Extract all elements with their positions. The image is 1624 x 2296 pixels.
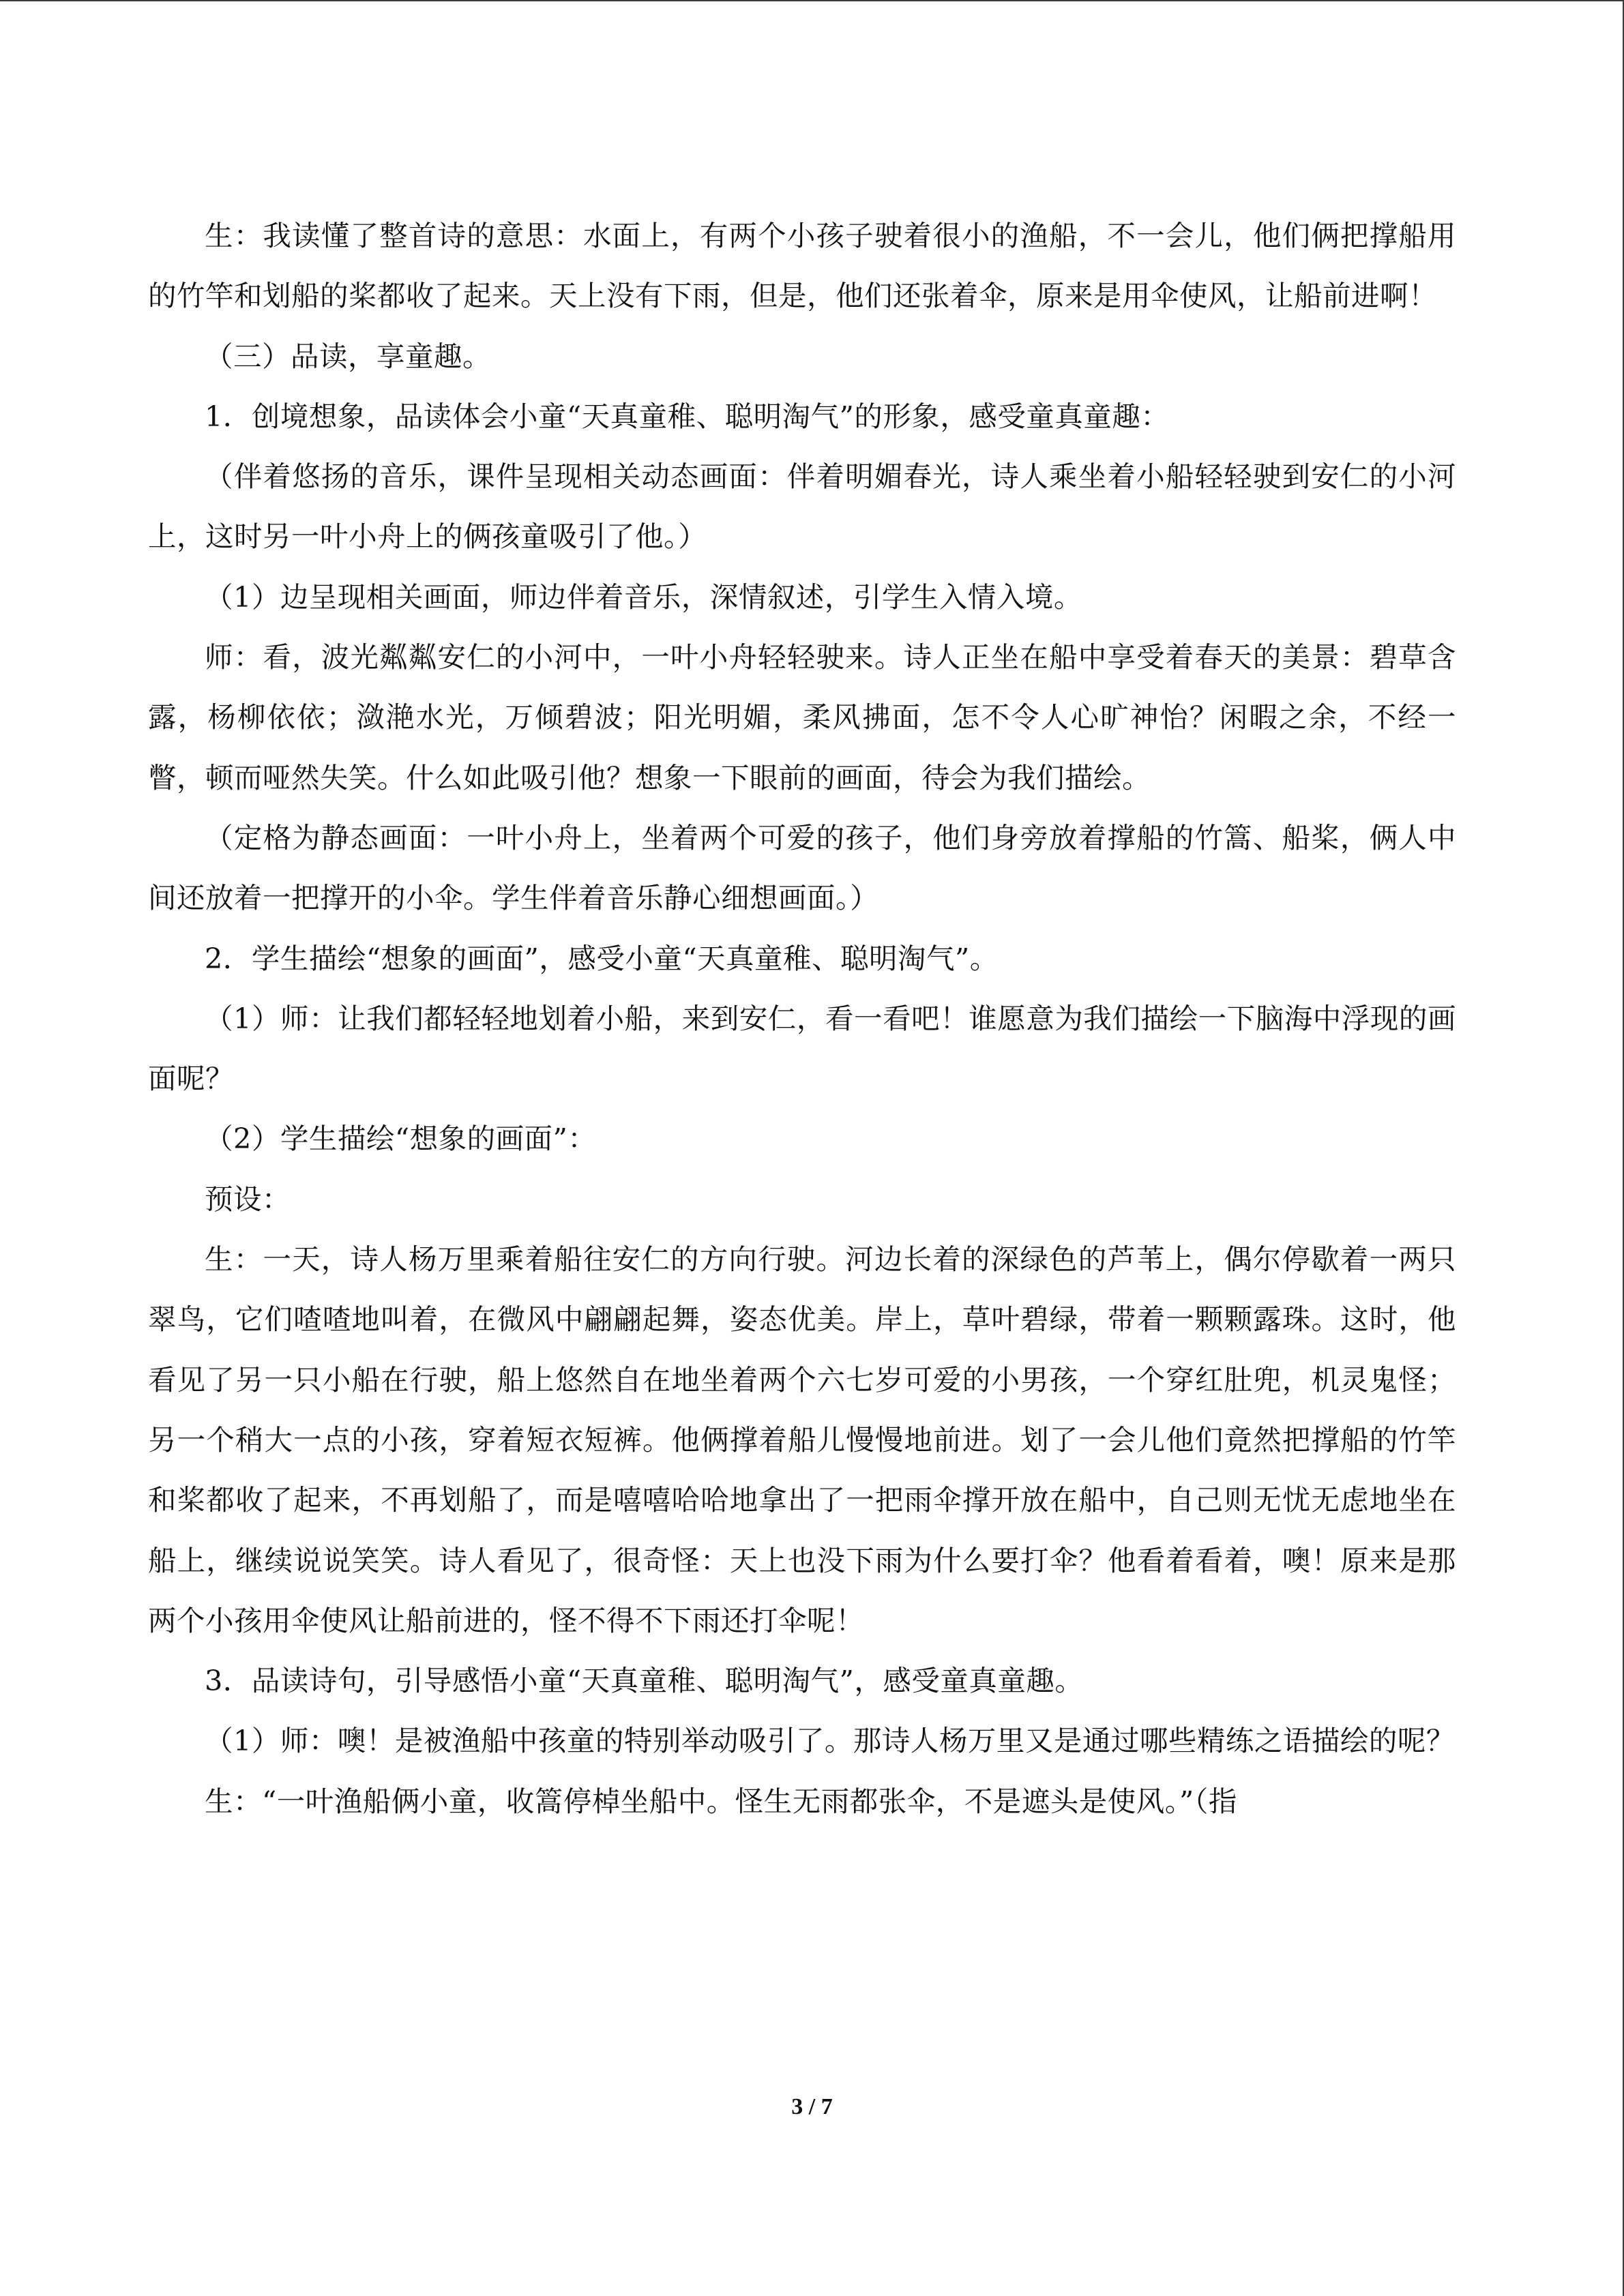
paragraph-teacher-question: （1）师：噢！是被渔船中孩童的特别举动吸引了。那诗人杨万里又是通过哪些精练之语描绘的呢？	[205, 1724, 1455, 1758]
paragraph-step-3: 3．品读诗句，引导感悟小童“天真童稚、聪明淘气”，感受童真童趣。	[205, 1664, 1084, 1698]
paragraph-section-heading: （三）品读，享童趣。	[205, 339, 492, 373]
paragraph-step-1: 1．创境想象，品读体会小童“天真童稚、聪明淘气”的形象，感受童真童趣：	[205, 399, 1170, 433]
paragraph-static-scene-note: （定格为静态画面：一叶小舟上，坐着两个可爱的孩子，他们身旁放着撑船的竹篙、船桨，俩人中间还放着一把撑开的小伞。学生伴着音乐静心细想画面。）	[148, 820, 1456, 915]
paragraph-preset-label: 预设：	[205, 1182, 291, 1216]
paragraph-teacher-narration: 师：看，波光粼粼安仁的小河中，一叶小舟轻轻驶来。诗人正坐在船中享受着春天的美景：碧草含露，杨柳依依；潋滟水光，万倾碧波；阳光明媚，柔风拂面，怎不令人心旷神怡？闲暇之余，不经一瞥，顿而哑然失笑。什么如此吸引他？想象一下眼前的画面，待会为我们描绘。	[148, 640, 1456, 794]
paragraph-substep-2: （2）学生描绘“想象的画面”：	[205, 1122, 597, 1156]
document-body	[148, 206, 1456, 1832]
paragraph-teacher-prompt: （1）师：让我们都轻轻地划着小船，来到安仁，看一看吧！谁愿意为我们描绘一下脑海中浮现的画面呢？	[148, 1001, 1456, 1096]
paragraph-student-understanding: 生：我读懂了整首诗的意思：水面上，有两个小孩子驶着很小的渔船，不一会儿，他们俩把撑船用的竹竿和划船的桨都收了起来。天上没有下雨，但是，他们还张着伞，原来是用伞使风，让船前进啊！	[148, 219, 1456, 313]
paragraph-courseware-note: （伴着悠扬的音乐，课件呈现相关动态画面：伴着明媚春光，诗人乘坐着小船轻轻驶到安仁的小河上，这时另一叶小舟上的俩孩童吸引了他。）	[148, 460, 1456, 554]
paragraph-step-2: 2．学生描绘“想象的画面”，感受小童“天真童稚、聪明淘气”。	[205, 941, 999, 975]
paragraph-student-poem-quote: 生：“一叶渔船俩小童，收篙停棹坐船中。怪生无雨都张伞，不是遮头是使风。”（指	[205, 1784, 1237, 1818]
paragraph-student-description: 生：一天，诗人杨万里乘着船往安仁的方向行驶。河边长着的深绿色的芦苇上，偶尔停歇着一两只翠鸟，它们喳喳地叫着，在微风中翩翩起舞，姿态优美。岸上，草叶碧绿，带着一颗颗露珠。这时，他看见了另一只小船在行驶，船上悠然自在地坐着两个六七岁可爱的小男孩，一个穿红肚兜，机灵鬼怪；另一个稍大一点的小孩，穿着短衣短裤。他俩撑着船儿慢慢地前进。划了一会儿他们竟然把撑船的竹竿和桨都收了起来，不再划船了，而是嘻嘻哈哈地拿出了一把雨伞撑开放在船中，自己则无忧无虑地坐在船上，继续说说笑笑。诗人看见了，很奇怪：天上也没下雨为什么要打伞？他看着看着，噢！原来是那两个小孩用伞使风让船前进的，怪不得不下雨还打伞呢！	[148, 1242, 1456, 1637]
page-number: 3 / 7	[791, 2094, 833, 2119]
paragraph-substep-1: （1）边呈现相关画面，师边伴着音乐，深情叙述，引学生入情入境。	[205, 580, 1082, 614]
